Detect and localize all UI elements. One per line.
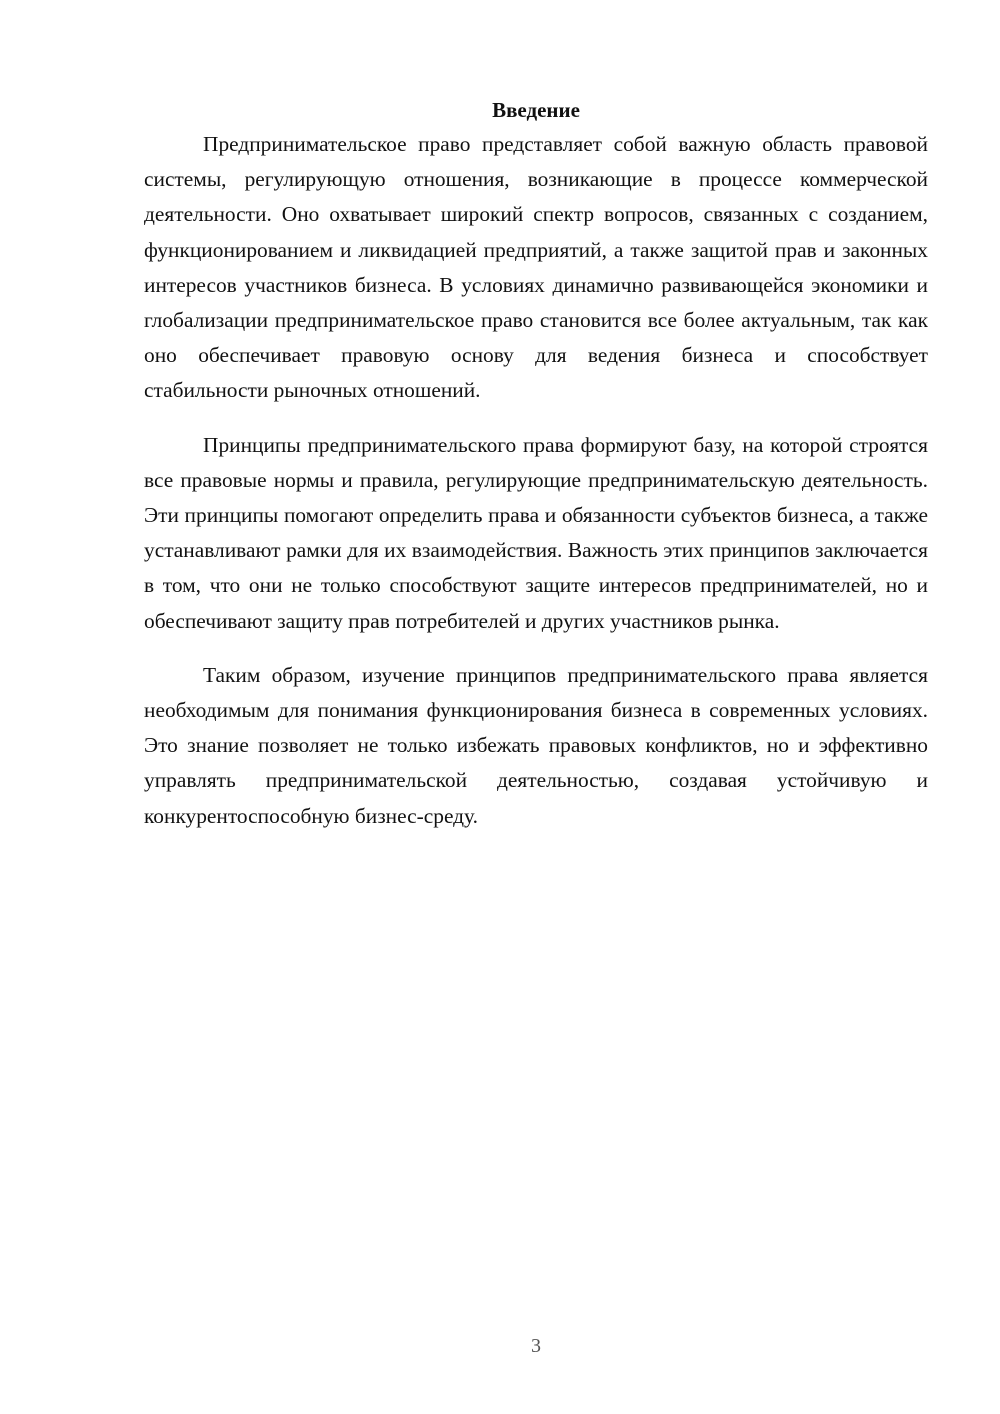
paragraph-2: Принципы предпринимательского права формируют базу, на которой строятся все правовые нормы и правила, регулирующие предпринимательскую деятельность. Эти принципы помогают определить права и обязанности субъектов бизнеса, а также устанавливают рамки для их взаимодействия. Важность этих принципов заключается в том, что они не только способствуют защите интересов предпринимателей, но и обеспечивают защиту прав потребителей и других участников рынка. — [144, 432, 928, 633]
paragraph-3: Таким образом, изучение принципов предпринимательского права является необходимым для понимания функционирования бизнеса в современных условиях. Это знание позволяет не только избежать правовых конфликтов, но и эффективно управлять предпринимательской деятельностью, создавая устойчивую и конкурентоспособную бизнес-среду. — [144, 662, 928, 828]
page-number: 3 — [531, 1335, 541, 1357]
page-content — [144, 92, 928, 834]
section-title: Введение — [492, 98, 580, 122]
paragraph-1: Предпринимательское право представляет собой важную область правовой системы, регулирующую отношения, возникающие в процессе коммерческой деятельности. Оно охватывает широкий спектр вопросов, связанных с созданием, функционированием и ликвидацией предприятий, а также защитой прав и законных интересов участников бизнеса. В условиях динамично развивающейся экономики и глобализации предпринимательское право становится все более актуальным, так как оно обеспечивает правовую основу для ведения бизнеса и способствует стабильности рыночных отношений. — [144, 132, 928, 403]
